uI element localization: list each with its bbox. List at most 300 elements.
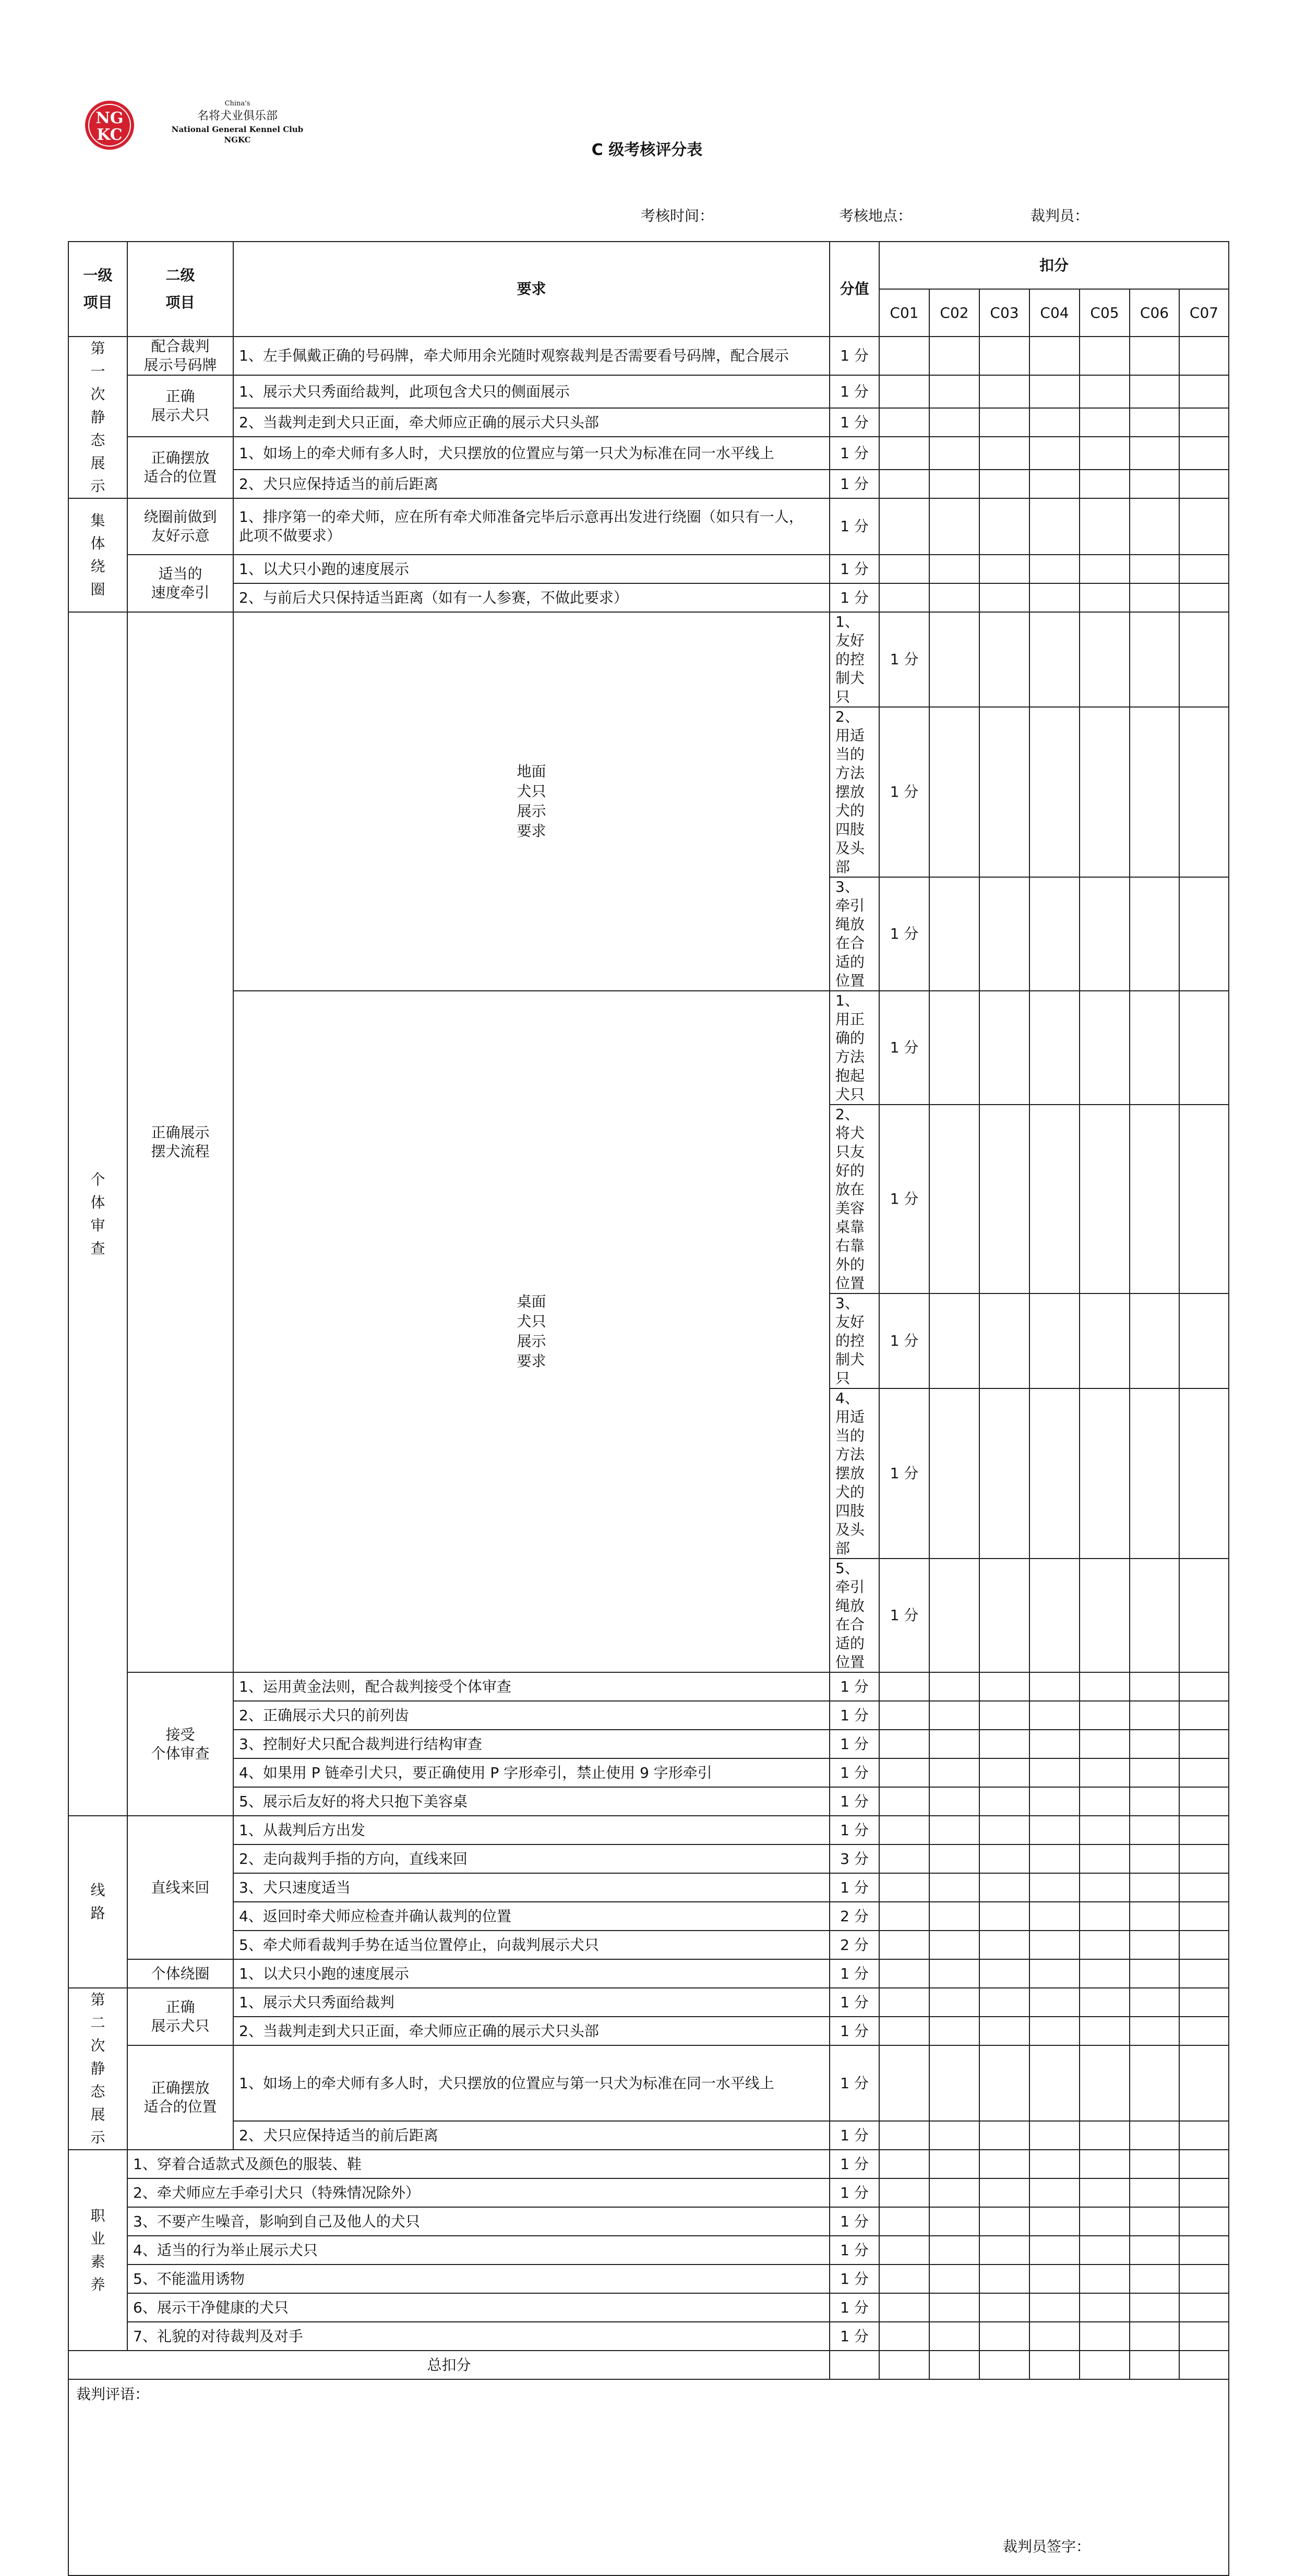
deduction-cell-c03[interactable] [979,2351,1029,2379]
deduction-cell-c07[interactable] [1179,1787,1229,1816]
deduction-cell-c06[interactable] [1130,2045,1179,2121]
deduction-cell-c01[interactable] [879,2322,929,2351]
deduction-cell-c03[interactable] [979,2017,1029,2045]
requirement-cell [233,1959,830,1988]
requirement-cell [233,2017,830,2045]
deduction-cell-c05[interactable] [1080,1988,1130,2017]
deduction-cell-c07[interactable] [1179,1873,1229,1902]
deduction-cell-c01[interactable] [879,2121,929,2150]
deduction-cell-c02[interactable] [929,1758,979,1787]
level2-item-text: 适合的位置 [143,2098,217,2115]
deduction-cell-c03[interactable] [979,408,1029,437]
deduction-cell-c02[interactable] [929,1873,979,1902]
deduction-cell-c04[interactable] [1029,2351,1080,2379]
deduction-cell-c02[interactable] [929,437,979,470]
deduction-cell-c03[interactable] [979,1902,1029,1931]
deduction-cell-c05[interactable] [1080,2322,1130,2351]
deduction-cell-c07[interactable] [1179,2265,1229,2293]
deduction-cell-c02[interactable] [929,1902,979,1931]
deduction-cell-c02[interactable] [929,337,979,375]
deduction-cell-c03[interactable] [1029,1388,1080,1559]
deduction-cell-c06[interactable] [1130,408,1179,437]
deduction-cell-c04[interactable] [1029,1931,1080,1959]
deduction-cell-c01[interactable] [879,1672,929,1701]
deduction-cell-c01[interactable] [879,555,929,583]
deduction-cell-c03[interactable] [979,1988,1029,2017]
deduction-cell-c03[interactable] [979,470,1029,498]
score-value: 1 分 [830,1758,879,1787]
deduction-cell-c01[interactable] [879,375,929,408]
deduction-cell-c05[interactable] [1130,612,1179,707]
deduction-cell-c04[interactable] [1029,1787,1080,1816]
deduction-cell-c02[interactable] [929,2150,979,2178]
deduction-cell-c05[interactable] [1080,470,1130,498]
deduction-cell-c03[interactable] [979,1787,1029,1816]
score-value: 1 分 [830,375,879,408]
deduction-cell-c05[interactable] [1080,583,1130,612]
deduction-cell-c06[interactable] [1130,2017,1179,2045]
deduction-cell-c01[interactable] [879,1873,929,1902]
deduction-cell-c03[interactable] [979,437,1029,470]
deduction-cell-c02[interactable] [929,1730,979,1758]
deduction-cell-c01[interactable] [879,437,929,470]
deduction-cell-c06[interactable] [1130,2178,1179,2207]
deduction-cell-c03[interactable] [979,2150,1029,2178]
deduction-cell-c03[interactable] [979,1672,1029,1701]
deduction-cell-c04[interactable] [1080,612,1130,707]
item-row [68,1787,1229,1816]
deduction-cell-c06[interactable] [1130,1931,1179,1959]
deduction-cell-c07[interactable] [1179,1701,1229,1730]
deduction-cell-c03[interactable] [979,1758,1029,1787]
deduction-cell-c05[interactable] [1080,498,1130,555]
deduction-cell-c02[interactable] [979,877,1029,991]
deduction-cell-c07[interactable] [1179,2045,1229,2121]
deduction-cell-c03[interactable] [979,2265,1029,2293]
deduction-cell-c05[interactable] [1080,1873,1130,1902]
deduction-cell-c05[interactable] [1080,1959,1130,1988]
deduction-cell-c04[interactable] [1029,583,1080,612]
requirement-cell-text: 1、展示犬只秀面给裁判 [239,1993,394,2011]
deduction-cell-c05[interactable] [1080,437,1130,470]
deduction-cell-c07[interactable] [1179,2150,1229,2178]
deduction-cell-c05[interactable] [1080,375,1130,408]
deduction-cell-c05[interactable] [1130,707,1179,877]
deduction-cell-c05[interactable] [1080,1931,1130,1959]
deduction-cell-c03[interactable] [979,2121,1029,2150]
deduction-cell-c03[interactable] [1029,877,1080,991]
deduction-cell-c06[interactable] [1130,2236,1179,2265]
deduction-cell-c02[interactable] [929,1988,979,2017]
deduction-cell-c04[interactable] [1029,1701,1080,1730]
deduction-cell-c04[interactable] [1029,2045,1080,2121]
deduction-cell-c07[interactable] [1179,2017,1229,2045]
deduction-cell-c03[interactable] [979,2236,1029,2265]
requirement-cell-text: 1、左手佩戴正确的号码牌，牵犬师用余光随时观察裁判是否需要看号码牌，配合展示 [239,347,789,364]
deduction-cell-c03[interactable] [979,2293,1029,2322]
deduction-cell-c06[interactable] [1130,2351,1179,2379]
deduction-cell-c01[interactable] [879,2207,929,2236]
deduction-cell-c07[interactable] [1179,470,1229,498]
deduction-cell-c05[interactable] [1080,1902,1130,1931]
header-score: 分值 [830,242,879,337]
deduction-cell-c01[interactable] [879,2017,929,2045]
deduction-cell-c04[interactable] [1029,375,1080,408]
deduction-cell-c02[interactable] [929,2293,979,2322]
deduction-cell-c01[interactable] [879,2351,929,2379]
deduction-cell-c01[interactable] [879,1959,929,1988]
deduction-cell-c07[interactable] [1179,1959,1229,1988]
deduction-cell-c03[interactable] [1029,1293,1080,1388]
level2-item-text: 正确摆放 [151,449,210,466]
deduction-cell-c04[interactable] [1029,470,1080,498]
deduction-cell-c05[interactable] [1080,1844,1130,1873]
deduction-cell-c04[interactable] [1029,437,1080,470]
deduction-cell-c02[interactable] [929,1931,979,1959]
deduction-cell-c01[interactable] [879,470,929,498]
deduction-cell-c05[interactable] [1080,1758,1130,1787]
deduction-cell-c01[interactable] [879,2045,929,2121]
deduction-cell-c06[interactable] [1130,337,1179,375]
deduction-cell-c02[interactable] [929,2236,979,2265]
requirement-cell-text: 4、返回时牵犬师应检查并确认裁判的位置 [239,1907,511,1925]
item-row [68,2322,1229,2351]
level1-item-0 [68,337,127,498]
deduction-cell-c03[interactable] [979,498,1029,555]
deduction-cell-c04[interactable] [1029,2178,1080,2207]
deduction-cell-c05[interactable] [1080,2121,1130,2150]
deduction-cell-c04[interactable] [1029,337,1080,375]
deduction-cell-c04[interactable] [1029,555,1080,583]
deduction-cell-c01[interactable] [879,2178,929,2207]
deduction-cell-c05[interactable] [1080,555,1130,583]
deduction-cell-c06[interactable] [1130,1701,1179,1730]
deduction-cell-c02[interactable] [929,2207,979,2236]
deduction-cell-c04[interactable] [1029,1902,1080,1931]
deduction-cell-c07[interactable] [1179,2351,1229,2379]
deduction-cell-c02[interactable] [979,1388,1029,1559]
deduction-cell-c04[interactable] [1080,1559,1130,1672]
deduction-cell-c06[interactable] [1130,1758,1179,1787]
deduction-cell-c06[interactable] [1130,1873,1179,1902]
deduction-cell-c06[interactable] [1130,437,1179,470]
level2-item-text: 配合裁判 [151,338,210,355]
deduction-cell-c05[interactable] [1080,2293,1130,2322]
deduction-cell-c03[interactable] [1029,991,1080,1105]
deduction-cell-c03[interactable] [979,1701,1029,1730]
deduction-cell-c07[interactable] [1179,1844,1229,1873]
score-value: 1 分 [830,2150,879,2178]
deduction-cell-c01[interactable] [879,1730,929,1758]
deduction-cell-c04[interactable] [1080,991,1130,1105]
deduction-cell-c06[interactable] [1179,1388,1229,1559]
requirement-cell-text: 1、运用黄金法则，配合裁判接受个体审查 [239,1678,511,1695]
deduction-cell-c05[interactable] [1080,2351,1130,2379]
deduction-cell-c06[interactable] [1130,1988,1179,2017]
deduction-cell-c02[interactable] [929,1959,979,1988]
deduction-cell-c01[interactable] [929,1105,979,1293]
deduction-cell-c06[interactable] [1179,707,1229,877]
deduction-cell-c01[interactable] [929,707,979,877]
code-c02: C02 [929,289,979,337]
deduction-cell-c07[interactable] [1179,583,1229,612]
deduction-cell-c05[interactable] [1080,1701,1130,1730]
deduction-cell-c06[interactable] [1130,2121,1179,2150]
deduction-cell-c07[interactable] [1179,2178,1229,2207]
deduction-cell-c06[interactable] [1179,991,1229,1105]
level2-item-text: 个体绕圈 [151,1964,210,1982]
deduction-cell-c01[interactable] [879,1701,929,1730]
deduction-cell-c04[interactable] [1029,1873,1080,1902]
deduction-cell-c05[interactable] [1080,2236,1130,2265]
deduction-cell-c07[interactable] [1179,2236,1229,2265]
deduction-cell-c03[interactable] [1029,1559,1080,1672]
deduction-cell-c05[interactable] [1080,2017,1130,2045]
deduction-cell-c04[interactable] [1029,2150,1080,2178]
deduction-cell-c06[interactable] [1179,612,1229,707]
deduction-cell-c04[interactable] [1029,1988,1080,2017]
deduction-cell-c07[interactable] [1179,2322,1229,2351]
deduction-cell-c07[interactable] [1179,375,1229,408]
deduction-cell-c02[interactable] [929,470,979,498]
deduction-cell-c06[interactable] [1130,375,1179,408]
page-title: C 级考核评分表 [591,141,703,159]
deduction-cell-c02[interactable] [929,583,979,612]
deduction-cell-c05[interactable] [1080,2178,1130,2207]
level3-item-text: 要求 [517,1352,546,1370]
svg-text:KC: KC [97,126,123,144]
deduction-cell-c07[interactable] [1179,1988,1229,2017]
deduction-cell-c03[interactable] [979,1931,1029,1959]
deduction-cell-c06[interactable] [1130,470,1179,498]
deduction-cell-c02[interactable] [929,2045,979,2121]
deduction-cell-c04[interactable] [1080,1293,1130,1388]
deduction-cell-c06[interactable] [1130,1672,1179,1701]
deduction-cell-c05[interactable] [1080,2207,1130,2236]
requirement-cell [233,1672,830,1701]
deduction-cell-c06[interactable] [1179,1105,1229,1293]
header-level2-text: 项目 [165,294,195,311]
deduction-cell-c04[interactable] [1029,2265,1080,2293]
deduction-cell-c05[interactable] [1080,2150,1130,2178]
level2-item [127,498,233,555]
deduction-cell-c02[interactable] [929,375,979,408]
level3-item-text: 犬只 [517,783,546,800]
deduction-cell-c04[interactable] [1029,408,1080,437]
deduction-cell-c02[interactable] [979,1105,1029,1293]
deduction-cell-c06[interactable] [1130,1844,1179,1873]
deduction-cell-c06[interactable] [1130,2322,1179,2351]
deduction-cell-c05[interactable] [1130,1293,1179,1388]
deduction-cell-c03[interactable] [1029,707,1080,877]
deduction-cell-c06[interactable] [1130,583,1179,612]
level1-item-2-text: 体 [90,1193,105,1211]
deduction-cell-c07[interactable] [1179,408,1229,437]
deduction-cell-c06[interactable] [1130,1959,1179,1988]
deduction-cell-c07[interactable] [1179,2207,1229,2236]
deduction-cell-c01[interactable] [879,498,929,555]
deduction-cell-c07[interactable] [1179,555,1229,583]
judge-comment-area[interactable] [68,2379,1229,2575]
deduction-cell-c02[interactable] [929,1672,979,1701]
deduction-cell-c03[interactable] [979,1730,1029,1758]
deduction-cell-c07[interactable] [1179,498,1229,555]
deduction-cell-c03[interactable] [979,555,1029,583]
deduction-cell-c06[interactable] [1130,1730,1179,1758]
deduction-cell-c05[interactable] [1080,337,1130,375]
deduction-cell-c03[interactable] [979,337,1029,375]
total-score-cell[interactable] [830,2351,879,2379]
deduction-cell-c04[interactable] [1029,2121,1080,2150]
deduction-cell-c03[interactable] [979,583,1029,612]
deduction-cell-c02[interactable] [929,1787,979,1816]
deduction-cell-c04[interactable] [1080,877,1130,991]
deduction-cell-c06[interactable] [1130,498,1179,555]
deduction-cell-c06[interactable] [1130,2293,1179,2322]
deduction-cell-c04[interactable] [1029,498,1080,555]
deduction-cell-c03[interactable] [979,1844,1029,1873]
deduction-cell-c07[interactable] [1179,437,1229,470]
deduction-cell-c07[interactable] [1179,1672,1229,1701]
deduction-cell-c01[interactable] [879,1988,929,2017]
deduction-cell-c01[interactable] [879,2150,929,2178]
deduction-cell-c01[interactable] [879,1787,929,1816]
deduction-cell-c02[interactable] [979,707,1029,877]
level1-item-0-text: 态 [90,432,105,449]
deduction-cell-c06[interactable] [1130,1787,1179,1816]
deduction-cell-c07[interactable] [1179,2293,1229,2322]
deduction-cell-c02[interactable] [929,2178,979,2207]
deduction-cell-c03[interactable] [1029,612,1080,707]
requirement-cell-text: 1、如场上的牵犬师有多人时，犬只摆放的位置应与第一只犬为标准在同一水平线上 [239,444,774,462]
level3-item [233,612,830,991]
deduction-cell-c04[interactable] [1029,2293,1080,2322]
deduction-cell-c02[interactable] [929,1844,979,1873]
deduction-cell-c06[interactable] [1179,877,1229,991]
deduction-cell-c01[interactable] [879,1902,929,1931]
deduction-cell-c07[interactable] [1179,2121,1229,2150]
deduction-cell-c06[interactable] [1130,2207,1179,2236]
deduction-cell-c03[interactable] [979,1959,1029,1988]
deduction-cell-c03[interactable] [979,2322,1029,2351]
deduction-cell-c07[interactable] [1179,1902,1229,1931]
deduction-cell-c05[interactable] [1080,2045,1130,2121]
level2-item-text: 速度牵引 [151,584,210,601]
deduction-cell-c02[interactable] [929,1701,979,1730]
deduction-cell-c05[interactable] [1130,1559,1179,1672]
deduction-cell-c04[interactable] [1029,1672,1080,1701]
deduction-cell-c01[interactable] [929,991,979,1105]
deduction-cell-c05[interactable] [1130,991,1179,1105]
deduction-cell-c05[interactable] [1130,877,1179,991]
deduction-cell-c03[interactable] [979,375,1029,408]
deduction-cell-c03[interactable] [979,2178,1029,2207]
deduction-cell-c07[interactable] [1179,1758,1229,1787]
deduction-cell-c02[interactable] [929,2017,979,2045]
deduction-cell-c01[interactable] [879,2236,929,2265]
deduction-cell-c06[interactable] [1130,1902,1179,1931]
deduction-cell-c05[interactable] [1080,1672,1130,1701]
requirement-cell [233,1844,830,1873]
level1-item-4-text: 静 [90,2060,105,2077]
deduction-cell-c06[interactable] [1179,1559,1229,1672]
deduction-cell-c06[interactable] [1130,2150,1179,2178]
deduction-cell-c02[interactable] [929,2322,979,2351]
level2-item-text: 正确展示 [151,1124,210,1141]
deduction-cell-c02[interactable] [929,408,979,437]
deduction-cell-c04[interactable] [1029,2017,1080,2045]
deduction-cell-c06[interactable] [1179,1293,1229,1388]
deduction-cell-c02[interactable] [979,1559,1029,1672]
deduction-cell-c02[interactable] [929,2351,979,2379]
deduction-cell-c06[interactable] [1130,2265,1179,2293]
deduction-cell-c04[interactable] [1080,707,1130,877]
deduction-cell-c02[interactable] [979,991,1029,1105]
deduction-cell-c04[interactable] [1029,1844,1080,1873]
deduction-cell-c01[interactable] [879,1758,929,1787]
deduction-cell-c05[interactable] [1130,1105,1179,1293]
deduction-cell-c07[interactable] [1179,1730,1229,1758]
deduction-cell-c01[interactable] [879,2265,929,2293]
deduction-cell-c07[interactable] [1179,337,1229,375]
score-value: 1 分 [879,1293,929,1388]
deduction-cell-c02[interactable] [979,612,1029,707]
deduction-cell-c04[interactable] [1029,2322,1080,2351]
deduction-cell-c01[interactable] [879,2293,929,2322]
deduction-cell-c01[interactable] [879,337,929,375]
deduction-cell-c01[interactable] [929,1559,979,1672]
deduction-cell-c04[interactable] [1029,1730,1080,1758]
deduction-cell-c06[interactable] [1130,555,1179,583]
deduction-cell-c04[interactable] [1029,1959,1080,1988]
header-level1 [68,242,127,337]
deduction-cell-c01[interactable] [929,1293,979,1388]
deduction-cell-c04[interactable] [1029,2236,1080,2265]
deduction-cell-c04[interactable] [1029,2207,1080,2236]
deduction-cell-c01[interactable] [879,1931,929,1959]
level2-item [127,555,233,612]
deduction-cell-c07[interactable] [1179,1931,1229,1959]
deduction-cell-c04[interactable] [1029,1758,1080,1787]
deduction-cell-c05[interactable] [1130,1388,1179,1559]
deduction-cell-c05[interactable] [1080,1730,1130,1758]
score-value: 1 分 [830,1701,879,1730]
deduction-cell-c02[interactable] [979,1293,1029,1388]
deduction-cell-c01[interactable] [879,1844,929,1873]
deduction-cell-c04[interactable] [1080,1388,1130,1559]
deduction-cell-c05[interactable] [1080,408,1130,437]
deduction-cell-c05[interactable] [1080,2265,1130,2293]
deduction-cell-c01[interactable] [929,612,979,707]
deduction-cell-c03[interactable] [1029,1105,1080,1293]
deduction-cell-c01[interactable] [879,583,929,612]
level2-item-text: 展示号码牌 [143,356,217,374]
deduction-cell-c01[interactable] [929,877,979,991]
deduction-cell-c04[interactable] [1080,1105,1130,1293]
deduction-cell-c02[interactable] [929,555,979,583]
deduction-cell-c03[interactable] [979,2207,1029,2236]
level3-item-text: 要求 [517,822,546,840]
deduction-cell-c02[interactable] [929,2265,979,2293]
deduction-cell-c02[interactable] [929,498,979,555]
deduction-cell-c05[interactable] [1080,1787,1130,1816]
deduction-cell-c03[interactable] [979,2045,1029,2121]
deduction-cell-c03[interactable] [979,1873,1029,1902]
deduction-cell-c01[interactable] [879,408,929,437]
score-value: 1 分 [830,1672,879,1701]
deduction-cell-c02[interactable] [929,2121,979,2150]
deduction-cell-c01[interactable] [929,1388,979,1559]
